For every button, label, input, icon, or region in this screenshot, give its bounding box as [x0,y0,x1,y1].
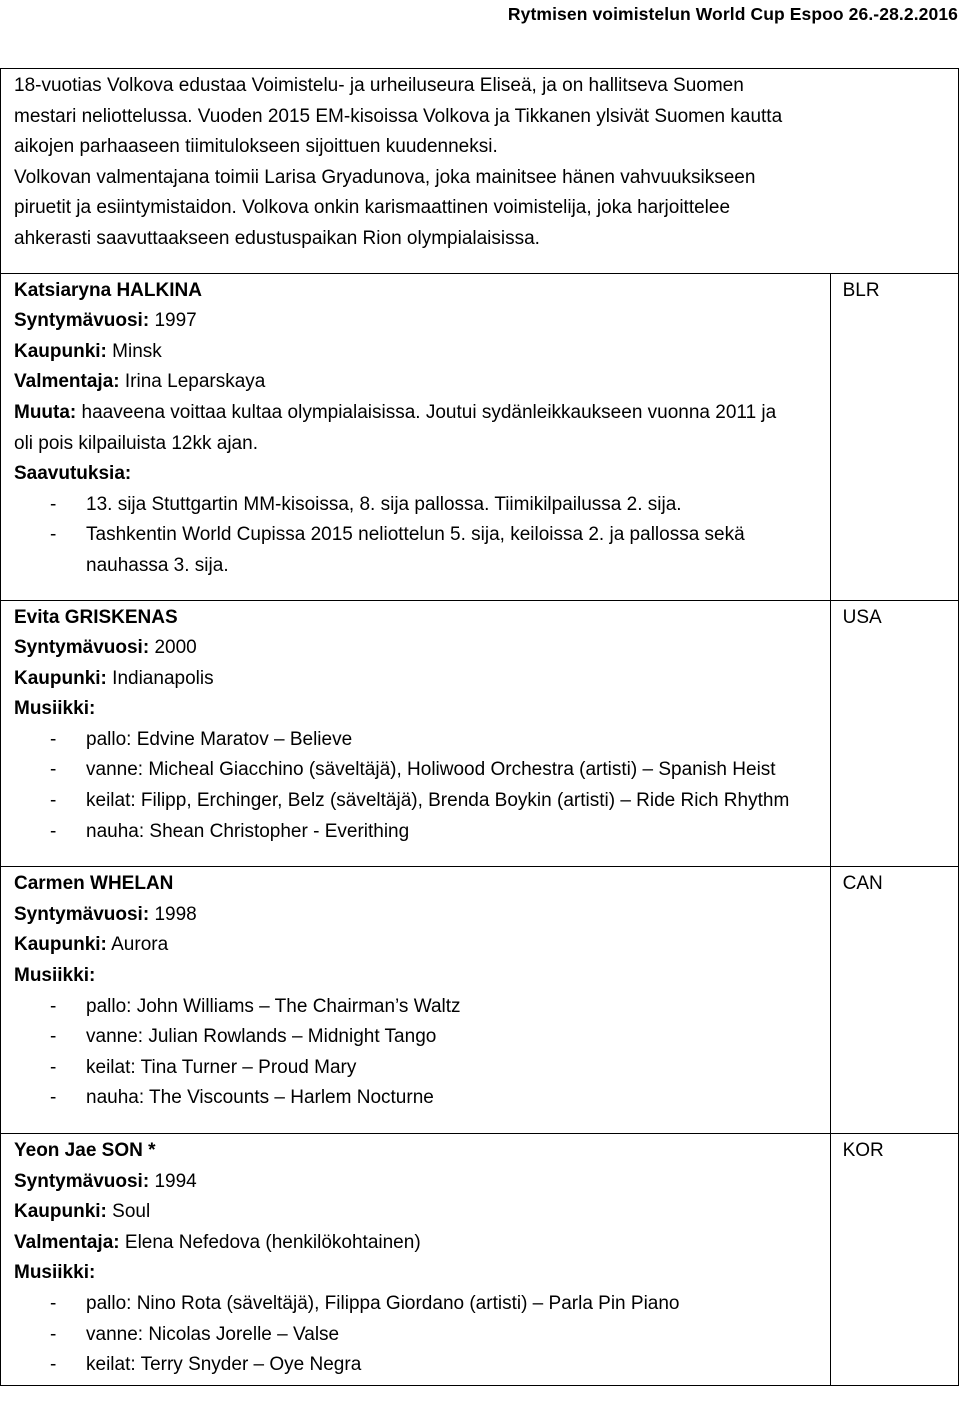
coach-label: Valmentaja: [14,1231,120,1253]
city-label: Kaupunki: [14,934,107,956]
list-item: nauhassa 3. sija. [86,554,229,576]
table-row [1,273,959,600]
intro-cell [1,69,959,274]
list-item: - pallo: Edvine Maratov – Believe [14,725,817,756]
country-cell [830,867,958,1134]
list-item: - pallo: Nino Rota (säveltäjä), Filippa Giordano (artisti) – Parla Pin Piano [14,1289,817,1320]
list-item: - keilat: Tina Turner – Proud Mary [14,1053,817,1084]
intro-line: Volkovan valmentajana toimii Larisa Gryadunova, joka mainitsee hänen vahvuuksikseen [14,166,756,188]
birth-label: Syntymävuosi: [14,637,150,659]
athletes-table [0,68,959,1386]
achievements-list [14,490,817,582]
birth-value: 2000 [154,637,197,659]
achievements-label: Saavutuksia: [14,463,132,485]
coach-value: Elena Nefedova (henkilökohtainen) [124,1231,421,1253]
list-item: - vanne: Nicolas Jorelle – Valse [14,1320,817,1351]
city-label: Kaupunki: [14,1201,107,1223]
athlete-info-cell [1,273,831,600]
birth-label: Syntymävuosi: [14,1170,150,1192]
athlete-info-cell [1,1134,831,1386]
city-label: Kaupunki: [14,667,107,689]
music-label: Musiikki: [14,698,96,720]
music-list [14,992,817,1114]
country-code: KOR [842,1140,884,1161]
country-code: CAN [842,873,883,895]
list-item: - 13. sija Stuttgartin MM-kisoissa, 8. sija pallossa. Tiimikilpailussa 2. sija. [14,490,817,521]
list-item: - vanne: Micheal Giacchino (säveltäjä), Holiwood Orchestra (artisti) – Spanish Heist [14,755,817,786]
country-cell [830,600,958,867]
table-row [1,867,959,1134]
table-row [1,1134,959,1386]
athlete-name: Katsiaryna HALKINA [14,279,202,301]
list-item: - Tashkentin World Cupissa 2015 neliottelun 5. sija, keiloissa 2. ja pallossa sekä [14,520,817,551]
intro-line: ahkerasti saavuttaakseen edustuspaikan Rion olympialaisissa. [14,227,540,249]
city-label: Kaupunki: [14,340,107,362]
other-value-continued: oli pois kilpailuista 12kk ajan. [14,432,258,454]
list-item: - pallo: John Williams – The Chairman’s Waltz [14,992,817,1023]
birth-label: Syntymävuosi: [14,903,150,925]
intro-line: piruetit ja esiintymistaidon. Volkova onkin karismaattinen voimistelija, joka harjoittelee [14,197,731,219]
coach-label: Valmentaja: [14,371,120,393]
birth-label: Syntymävuosi: [14,310,150,332]
birth-value: 1998 [154,903,197,925]
music-list [14,1289,817,1381]
coach-value: Irina Leparskaya [124,371,266,393]
country-code: BLR [842,279,880,301]
list-item: - vanne: Julian Rowlands – Midnight Tango [14,1022,817,1053]
table-row [1,600,959,867]
music-label: Musiikki: [14,1262,96,1284]
list-item: - keilat: Filipp, Erchinger, Belz (säveltäjä), Brenda Boykin (artisti) – Ride Rich Rhythm [14,786,817,817]
intro-line: mestari neliottelussa. Vuoden 2015 EM-kisoissa Volkova ja Tikkanen ylsivät Suomen kautta [14,105,783,127]
intro-line: aikojen parhaaseen tiimitulokseen sijoittuen kuudenneksi. [14,136,498,158]
other-label: Muuta: [14,401,77,423]
country-code: USA [842,606,882,628]
music-label: Musiikki: [14,965,96,987]
athlete-name: Yeon Jae SON * [14,1140,156,1161]
list-item: - nauha: Shean Christopher - Everithing [14,817,817,848]
music-list [14,725,817,847]
birth-value: 1994 [154,1170,197,1192]
athlete-info-cell [1,867,831,1134]
athlete-name: Carmen WHELAN [14,873,174,895]
athlete-info-cell [1,600,831,867]
intro-line: 18-vuotias Volkova edustaa Voimistelu- ja urheiluseura Eliseä, ja on hallitseva Suomen [14,75,744,96]
list-item: - keilat: Terry Snyder – Oye Negra [14,1350,817,1381]
birth-value: 1997 [154,310,197,332]
athlete-name: Evita GRISKENAS [14,606,178,628]
city-value: Soul [112,1201,151,1223]
list-item: - nauha: The Viscounts – Harlem Nocturne [14,1083,817,1114]
city-value: Aurora [111,934,169,956]
country-cell [830,273,958,600]
city-value: Minsk [112,340,162,362]
page-header-title: Rytmisen voimistelun World Cup Espoo 26.-28.2.2016 [507,4,958,24]
other-value: haaveena voittaa kultaa olympialaisissa. Joutui sydänleikkaukseen vuonna 2011 ja [81,401,777,423]
city-value: Indianapolis [112,667,214,689]
country-cell [830,1134,958,1386]
table-row [1,69,959,274]
